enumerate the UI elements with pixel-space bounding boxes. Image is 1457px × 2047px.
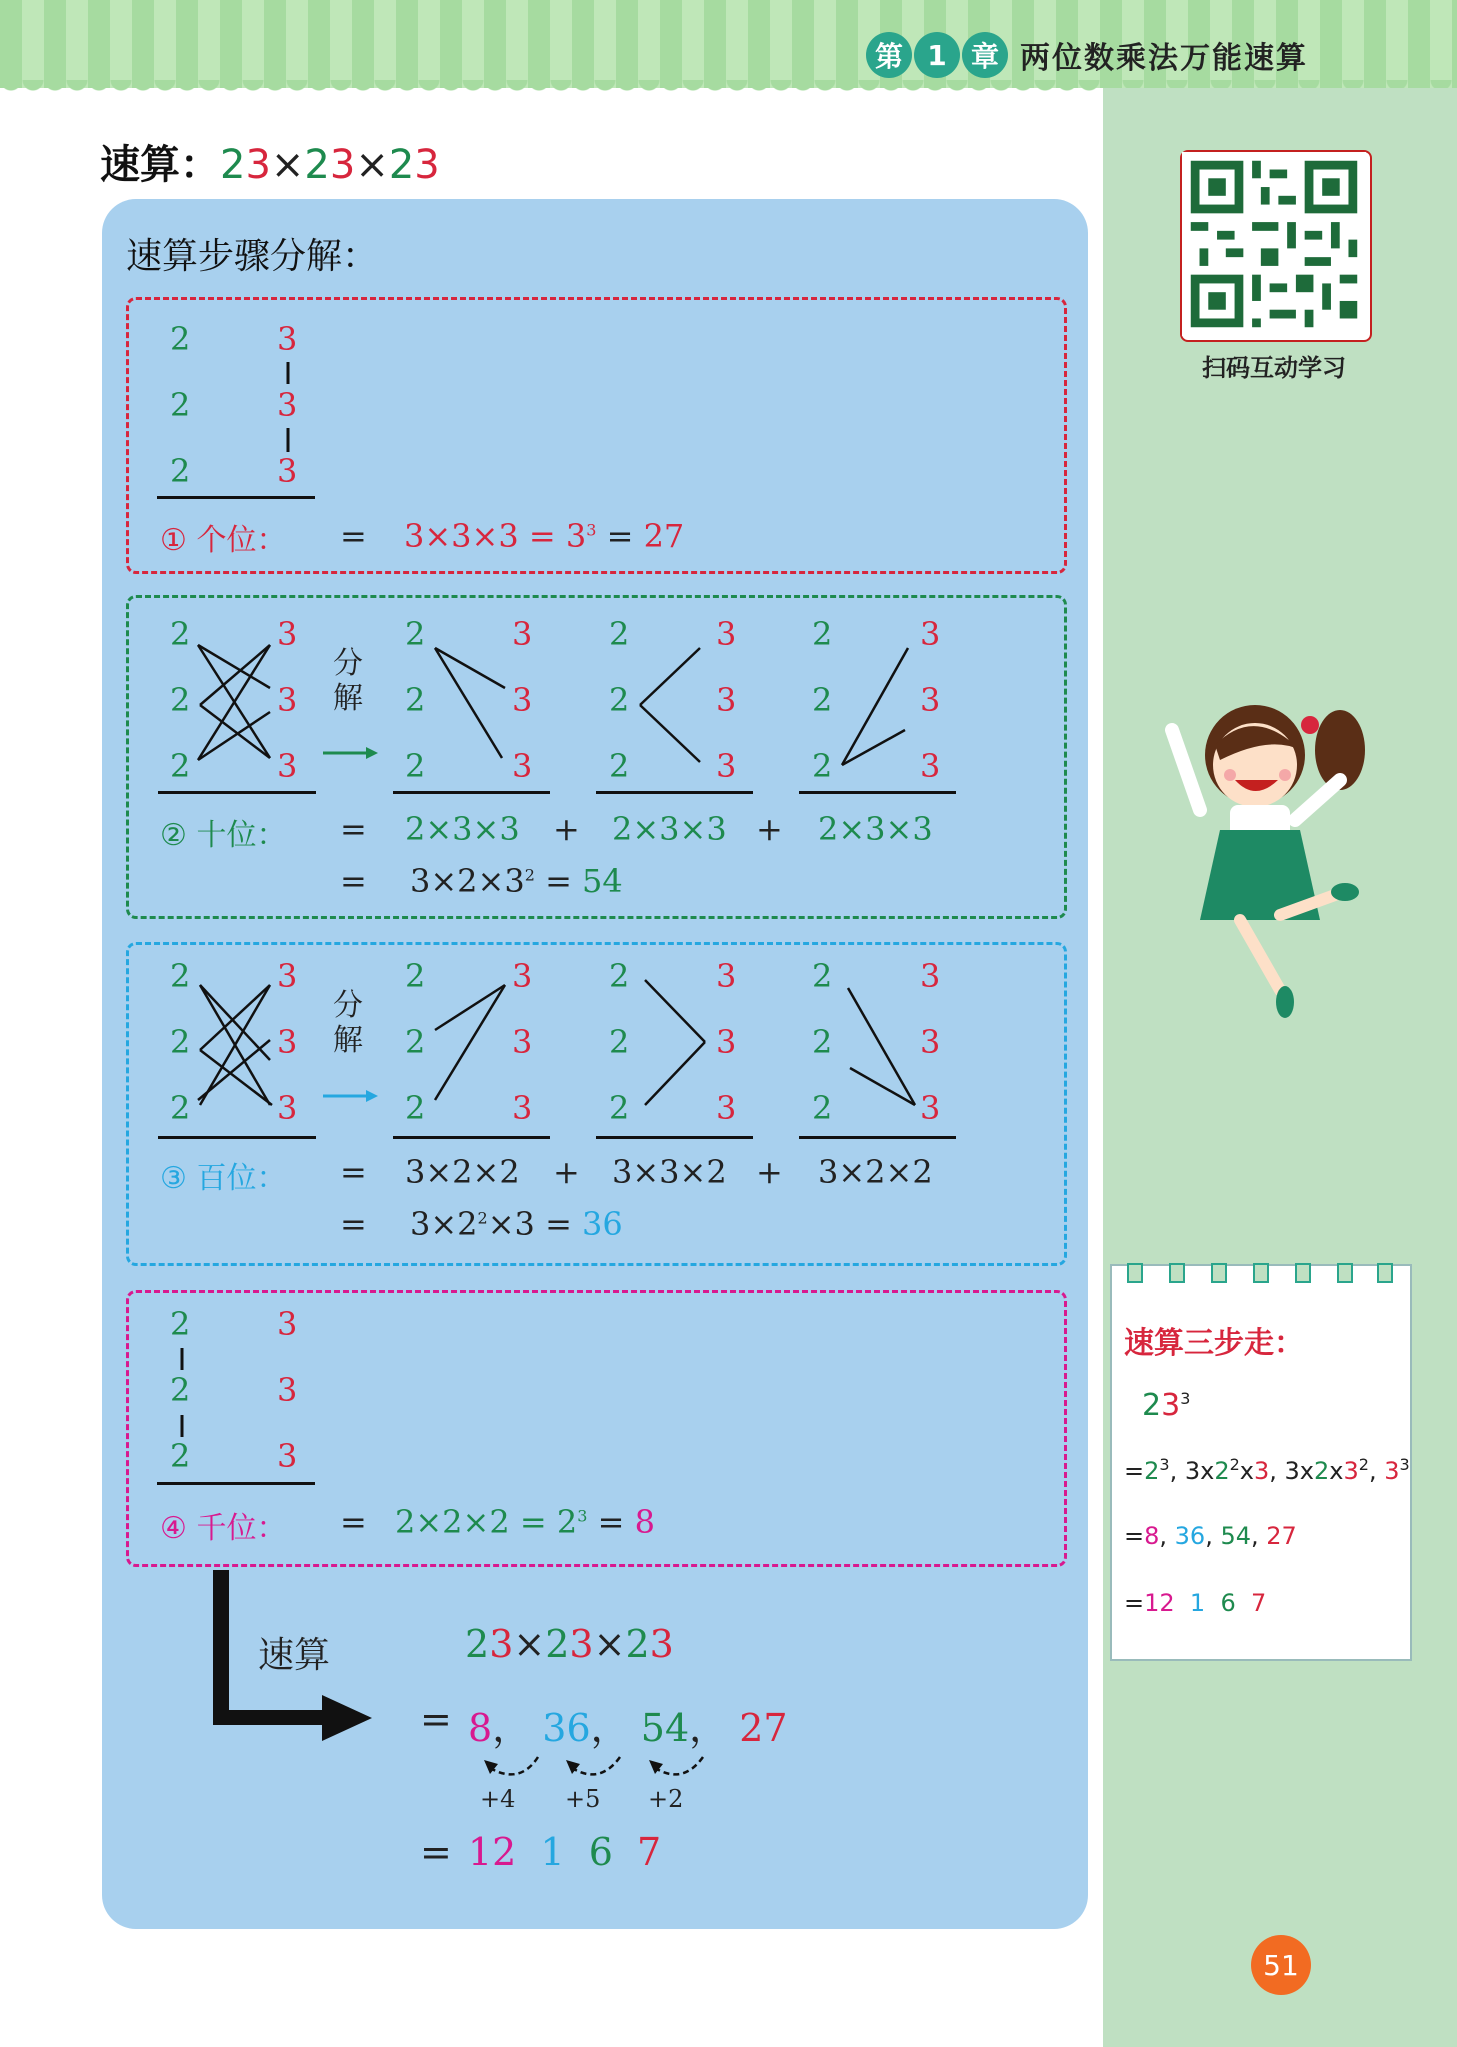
digit-tens: 2 bbox=[170, 1437, 191, 1475]
heading-expression: 23×23×23 bbox=[220, 142, 440, 188]
note-line-2: =8, 36, 54, 27 bbox=[1124, 1522, 1297, 1550]
step1-label: ① 个位： bbox=[160, 523, 287, 558]
heading-label: 速算： bbox=[100, 142, 220, 188]
digit-ones: 3 bbox=[277, 320, 298, 358]
step4-underline bbox=[157, 1482, 315, 1485]
step2-line2-eq: = bbox=[340, 862, 367, 900]
step2-term-1: 2×3×3 bbox=[405, 810, 520, 848]
step4-eq: = bbox=[340, 1503, 367, 1541]
digit-ones: 3 bbox=[277, 1437, 298, 1475]
digit-tens: 2 bbox=[609, 957, 630, 995]
digit-ones: 3 bbox=[920, 957, 941, 995]
qr-caption: 扫码互动学习 bbox=[1202, 354, 1346, 382]
final-eq-1: = bbox=[420, 1697, 452, 1741]
digit-ones: 3 bbox=[277, 957, 298, 995]
digit-ones: 3 bbox=[277, 615, 298, 653]
digit-tens: 2 bbox=[405, 615, 426, 653]
digit-ones: 3 bbox=[277, 1089, 298, 1127]
digit-tens: 2 bbox=[609, 681, 630, 719]
digit-tens: 2 bbox=[170, 747, 191, 785]
digit-ones: 3 bbox=[512, 681, 533, 719]
chapter-prefix: 第 bbox=[866, 32, 912, 78]
chapter-title: 两位数乘法万能速算 bbox=[1020, 41, 1308, 76]
digit-ones: 3 bbox=[277, 1371, 298, 1409]
digit-tens: 2 bbox=[609, 1023, 630, 1061]
digit-ones: 3 bbox=[716, 681, 737, 719]
digit-ones: 3 bbox=[716, 615, 737, 653]
digit-ones: 3 bbox=[920, 747, 941, 785]
step3-split-word-2: 解 bbox=[333, 1023, 363, 1058]
step3-eq: = bbox=[340, 1153, 367, 1191]
step3-term-3: 3×2×2 bbox=[818, 1153, 933, 1191]
final-expression: 23×23×23 bbox=[465, 1622, 674, 1666]
digit-tens: 2 bbox=[812, 681, 833, 719]
step3-plus-2: + bbox=[756, 1153, 783, 1191]
step3-split-word-1: 分 bbox=[333, 988, 363, 1023]
digit-tens: 2 bbox=[170, 681, 191, 719]
final-arrow-label: 速算 bbox=[258, 1635, 331, 1676]
step3-plus-1: + bbox=[553, 1153, 580, 1191]
digit-ones: 3 bbox=[512, 747, 533, 785]
digit-ones: 3 bbox=[512, 957, 533, 995]
step3-label: ③ 百位： bbox=[160, 1161, 287, 1196]
digit-tens: 2 bbox=[812, 1023, 833, 1061]
digit-ones: 3 bbox=[920, 1023, 941, 1061]
step2-term-2: 2×3×3 bbox=[612, 810, 727, 848]
digit-ones: 3 bbox=[277, 1023, 298, 1061]
step2-split-word-1: 分 bbox=[333, 646, 363, 681]
digit-ones: 3 bbox=[920, 615, 941, 653]
step3-line2-expression: $3\times 2^2\times 3 = 36$ bbox=[410, 1205, 623, 1243]
digit-ones: 3 bbox=[716, 1089, 737, 1127]
digit-tens: 2 bbox=[812, 1089, 833, 1127]
digit-tens: 2 bbox=[170, 957, 191, 995]
digit-tens: 2 bbox=[170, 615, 191, 653]
note-title: 速算三步走： bbox=[1124, 1326, 1304, 1361]
digit-ones: 3 bbox=[277, 681, 298, 719]
step2-term-3: 2×3×3 bbox=[818, 810, 933, 848]
digit-tens: 2 bbox=[170, 386, 191, 424]
chapter-suffix: 章 bbox=[962, 32, 1008, 78]
digit-tens: 2 bbox=[812, 957, 833, 995]
note-binding-rings bbox=[1120, 1262, 1400, 1284]
note-line-3: =12 1 6 7 bbox=[1124, 1589, 1267, 1617]
digit-tens: 2 bbox=[170, 1023, 191, 1061]
final-eq-2: = bbox=[420, 1830, 452, 1874]
step1-underline bbox=[157, 496, 315, 499]
digit-ones: 3 bbox=[920, 1089, 941, 1127]
digit-tens: 2 bbox=[405, 1089, 426, 1127]
step3-line2-eq: = bbox=[340, 1205, 367, 1243]
digit-tens: 2 bbox=[170, 320, 191, 358]
page-number: 51 bbox=[1251, 1935, 1311, 1995]
digit-ones: 3 bbox=[716, 957, 737, 995]
final-parts: 8， 36， 54， 27 bbox=[468, 1706, 788, 1750]
step4-expression: $2\times 2\times 2 = 2^3 = 8$ bbox=[395, 1503, 655, 1541]
step2-line2-expression: $3\times 2\times 3^2 = 54$ bbox=[410, 862, 623, 900]
carry-label-2: +5 bbox=[565, 1785, 601, 1813]
chapter-number: 1 bbox=[914, 32, 960, 78]
digit-ones: 3 bbox=[512, 1089, 533, 1127]
girl-illustration bbox=[1160, 680, 1380, 1040]
digit-tens: 2 bbox=[170, 1371, 191, 1409]
digit-ones: 3 bbox=[716, 747, 737, 785]
digit-tens: 2 bbox=[170, 1089, 191, 1127]
step2-plus-1: + bbox=[553, 810, 580, 848]
qr-pattern bbox=[1182, 152, 1366, 336]
qr-code[interactable] bbox=[1180, 150, 1372, 342]
step1-expression: $3\times 3\times 3 = 3^3 = 27$ bbox=[404, 517, 685, 555]
digit-ones: 3 bbox=[277, 747, 298, 785]
digit-ones: 3 bbox=[512, 1023, 533, 1061]
step3-term-1: 3×2×2 bbox=[405, 1153, 520, 1191]
digit-ones: 3 bbox=[920, 681, 941, 719]
digit-tens: 2 bbox=[405, 957, 426, 995]
step1-eq: = bbox=[340, 517, 367, 555]
digit-ones: 3 bbox=[277, 1305, 298, 1343]
step2-eq: = bbox=[340, 810, 367, 848]
digit-tens: 2 bbox=[812, 747, 833, 785]
digit-ones: 3 bbox=[512, 615, 533, 653]
digit-ones: 3 bbox=[716, 1023, 737, 1061]
card-title: 速算步骤分解： bbox=[126, 236, 379, 277]
digit-tens: 2 bbox=[405, 747, 426, 785]
digit-tens: 2 bbox=[609, 747, 630, 785]
chapter-header bbox=[866, 30, 1308, 80]
page-heading bbox=[100, 133, 440, 190]
carry-label-1: +4 bbox=[480, 1785, 516, 1813]
step2-split-word-2: 解 bbox=[333, 681, 363, 716]
final-result: 12 1 6 7 bbox=[468, 1830, 662, 1874]
carry-label-3: +2 bbox=[648, 1785, 684, 1813]
digit-ones: 3 bbox=[277, 386, 298, 424]
digit-tens: 2 bbox=[609, 615, 630, 653]
digit-tens: 2 bbox=[405, 1023, 426, 1061]
digit-tens: 2 bbox=[405, 681, 426, 719]
step2-plus-2: + bbox=[756, 810, 783, 848]
step3-term-2: 3×3×2 bbox=[612, 1153, 727, 1191]
step2-label: ② 十位： bbox=[160, 818, 287, 853]
note-line-1: $=2^3$, $3x2^2x3$, $3x2x3^2$, $3^3$ bbox=[1124, 1455, 1410, 1485]
note-base: $23^3$ bbox=[1142, 1388, 1191, 1423]
digit-tens: 2 bbox=[812, 615, 833, 653]
digit-tens: 2 bbox=[170, 1305, 191, 1343]
digit-ones: 3 bbox=[277, 452, 298, 490]
digit-tens: 2 bbox=[170, 452, 191, 490]
step4-label: ④ 千位： bbox=[160, 1511, 287, 1546]
digit-tens: 2 bbox=[609, 1089, 630, 1127]
